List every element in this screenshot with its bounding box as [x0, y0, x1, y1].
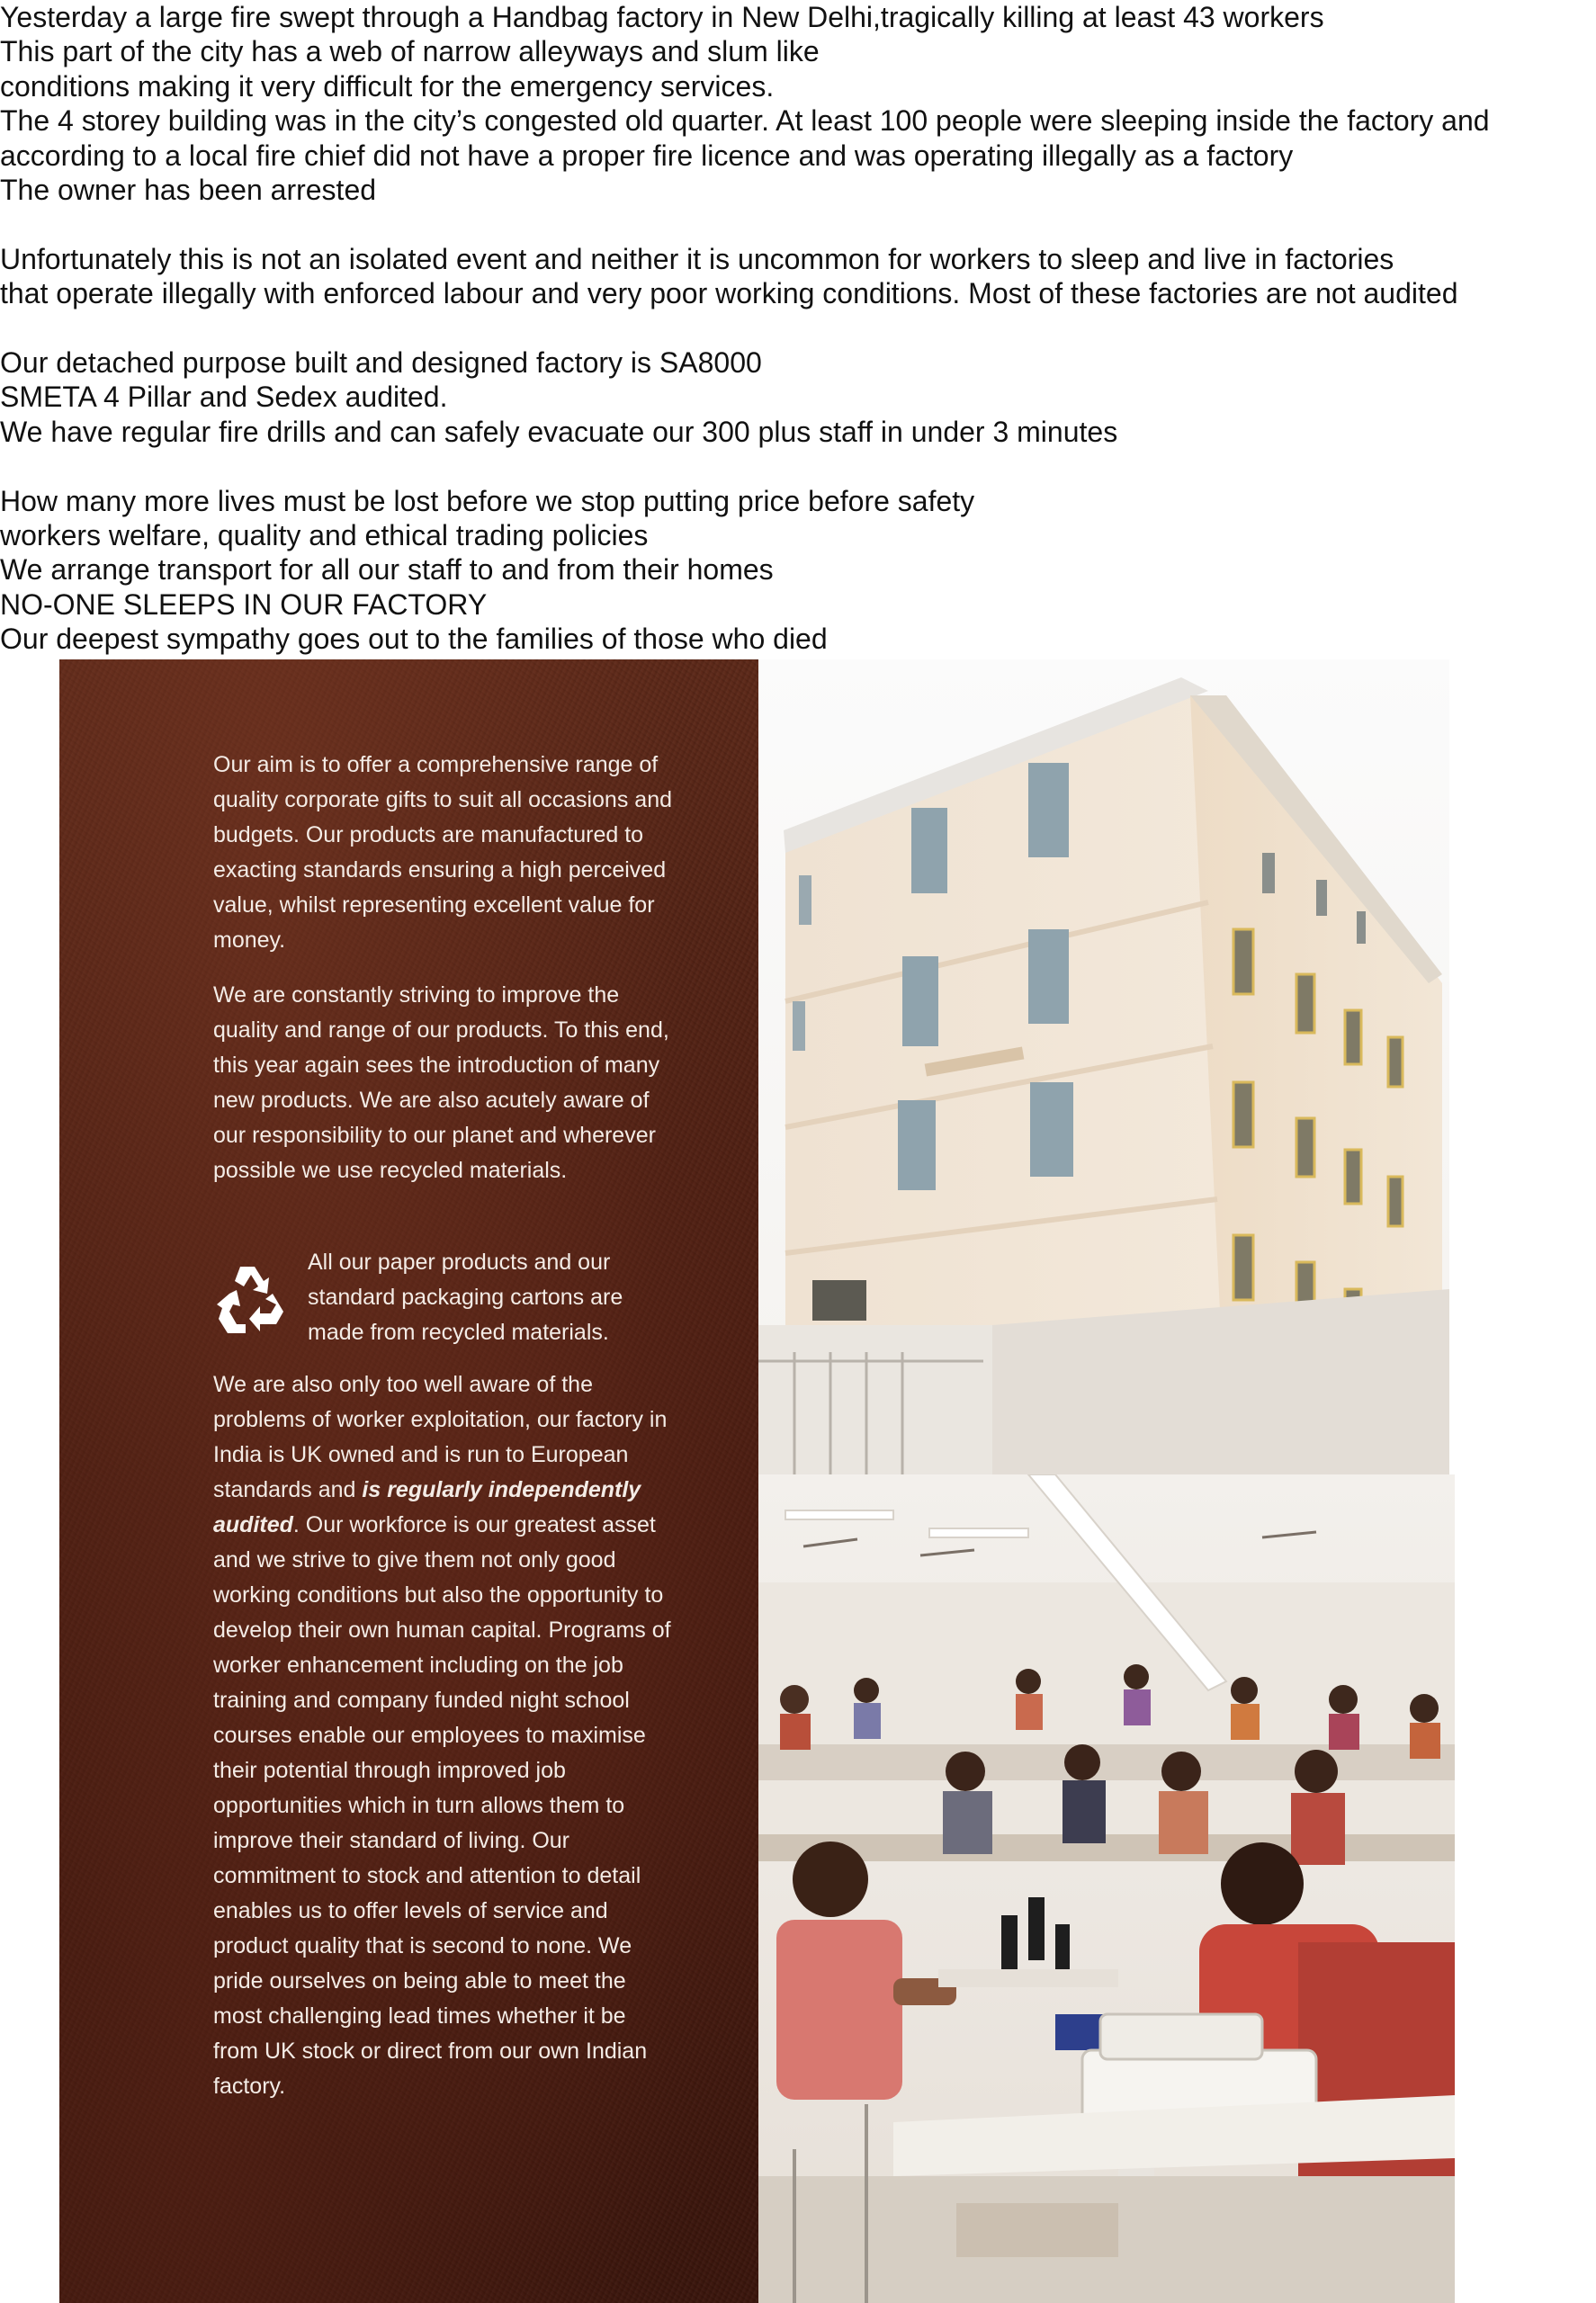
statement-line: NO-ONE SLEEPS IN OUR FACTORY [0, 587, 488, 621]
factory-workshop-photo [758, 1474, 1455, 2303]
recycled-text: All our paper products and our standard packaging cartons are made from recycled materials. [308, 1250, 623, 1345]
paragraph-gap [0, 311, 1596, 345]
factory-building-image [758, 659, 1449, 1474]
brochure-intro-text: Our aim is to offer a comprehensive range of quality corporate gifts to suit all occasions and budgets. Our products are manufactured to exacting standards ensuring a high perceived value, whilst representing excellent value for money. [213, 752, 672, 953]
statement-paragraph-2 [0, 242, 1596, 311]
paragraph-gap [0, 449, 1596, 483]
statement-line: The 4 storey building was in the city’s congested old quarter. At least 100 people were sleeping inside the factory and [0, 104, 1490, 138]
statement-line: We arrange transport for all our staff to and from their homes [0, 553, 774, 587]
statement-paragraph-3 [0, 345, 1596, 449]
brochure-improve-text: We are constantly striving to improve the quality and range of our products. To this end, this year again sees the introduction of many new products. We are also acutely aware of our responsibility to our planet and wherever possible we use recycled materials. [213, 982, 669, 1183]
statement-line: SMETA 4 Pillar and Sedex audited. [0, 381, 448, 414]
statement-line: We have regular fire drills and can safely evacuate our 300 plus staff in under 3 minutes [0, 415, 1118, 448]
brochure-intro [213, 748, 672, 958]
recycled-notice [213, 1245, 681, 1350]
statement-line: Yesterday a large fire swept through a Handbag factory in New Delhi,tragically killing at least 43 workers [0, 1, 1324, 33]
statement-paragraph-4 [0, 484, 1596, 657]
brochure-workers [213, 1367, 672, 2104]
statement-line: that operate illegally with enforced labour and very poor working conditions. Most of these factories are not audited [0, 277, 1458, 310]
brochure-improve [213, 978, 672, 1188]
audited-emphasis: is regularly independently audited [213, 1477, 641, 1537]
factory-building-photo [758, 659, 1449, 1474]
brochure-workers-text [213, 1367, 672, 2104]
statement-line: Unfortunately this is not an isolated event and neither it is uncommon for workers to sleep and live in factories [0, 242, 1394, 275]
paragraph-gap [0, 207, 1596, 241]
workers-text-end: . Our workforce is our greatest asset and we strive to give them not only good working conditions but also the opportunity to develop their own human capital. Programs of worker enhancement including on the job training and company funded night school courses enable our employees to maximise their potential through improved job opportunities which in turn allows them to improve their standard of living. Our commitment to stock and attention to detail enables us to offer levels of service and product quality that is second to none. We pride ourselves on being able to meet the most challenging lead times whether it be from UK stock or direct from our own Indian factory. [213, 1512, 671, 2099]
statement-line: The owner has been arrested [0, 174, 377, 207]
statement-line: workers welfare, quality and ethical trading policies [0, 519, 649, 552]
workers-text-start: We are also only too well aware of the problems of worker exploitation, our factory in India is UK owned and is run to European standards and [213, 1372, 668, 1502]
statement-line: according to a local fire chief did not have a proper fire licence and was operating illegally as a factory [0, 139, 1294, 172]
statement-line: Our deepest sympathy goes out to the families of those who died [0, 623, 828, 656]
factory-workshop-image [758, 1474, 1455, 2303]
statement-line: conditions making it very difficult for the emergency services. [0, 69, 775, 103]
statement-line: How many more lives must be lost before we stop putting price before safety [0, 484, 975, 517]
statement-text [0, 0, 1596, 657]
statement-line: Our detached purpose built and designed factory is SA8000 [0, 346, 762, 380]
statement-line: This part of the city has a web of narrow alleyways and slum like [0, 35, 820, 68]
recycle-icon [213, 1261, 289, 1333]
statement-paragraph-1 [0, 0, 1596, 207]
